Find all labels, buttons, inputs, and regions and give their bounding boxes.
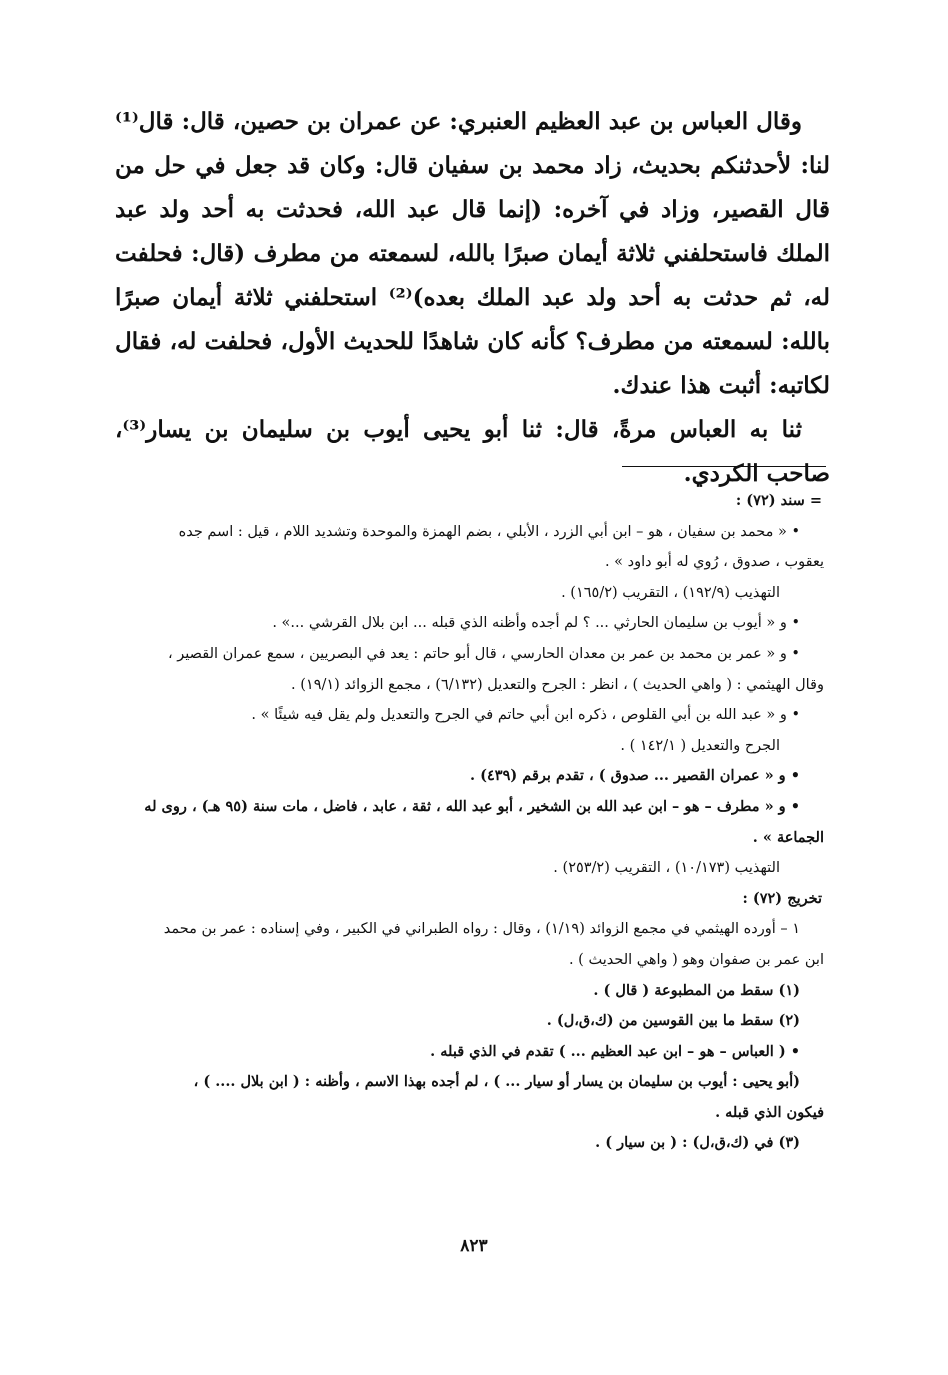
footnote-line: الجرح والتعديل ( ١٤٢/١ ) . (620, 737, 780, 754)
main-paragraph: وقال العباس بن عبد العظيم العنبري: عن عمران بن حصين، قال: قال⁽¹⁾ لنا: لأحدثنكم بحديث، زاد محمد بن سفيان قال: وكان قد جعل في حل من قال القصير، وزاد في آخره: (إنما قال عبد الله، فحدثت به أحد ولد عبد الملك فاستحلفني ثلاثة أيمان صبرًا بالله، لسمعته من مطرف (قال: فحلفت له، ثم حدثت به أحد ولد عبد الملك بعده)⁽²⁾ استحلفني ثلاثة أيمان صبرًا بالله: لسمعته من مطرف؟ كأنه كان شاهدًا للحديث الأول، فحلفت له، فقال لكاتبه: أثبت هذا عندك. (115, 108, 830, 399)
footnote-line: فيكون الذي قبله . (715, 1103, 824, 1121)
footnotes (114, 486, 824, 1159)
page-number: ٨٢٣ (460, 1236, 488, 1256)
takhrij-heading: تخريج (٧٢) : (742, 889, 822, 907)
footnote-line: (أبو يحيى : أيوب بن سليمان بن يسار أو سيار ... ) ، لم أجده بهذا الاسم ، وأظنه : ( ابن بلال .... ) ، (193, 1073, 800, 1091)
footnote-line: • و « عمران القصير ... صدوق ) ، تقدم برقم (٤٣٩) . (470, 767, 800, 785)
footnote-line: وقال الهيثمي : ( واهي الحديث ) ، انظر : الجرح والتعديل (٦/١٣٢) ، مجمع الزوائد (١٩/١) . (291, 676, 824, 693)
footnote-line: • و « أيوب بن سليمان الحارثي ... ؟ لم أجده وأظنه الذي قبله ... ابن بلال القرشي ...» . (272, 615, 800, 632)
footnote-line: • « محمد بن سفيان ، هو – ابن أبي الزرد ، الأبلي ، بضم الهمزة والموحدة وتشديد اللام ، قيل : اسم جده (178, 523, 800, 540)
main-paragraph: ثنا به العباس مرةً، قال: ثنا أبو يحيى أيوب بن سليمان بن يسار⁽³⁾، صاحب الكردي. (115, 416, 830, 487)
footnote-line: • ( العباس – هو – ابن عبد العظيم ... ) تقدم في الذي قبله . (430, 1042, 800, 1060)
footnote-line: (٣) في (ك،ق،ل) : ( بن سيار ) . (595, 1134, 800, 1152)
main-text (115, 100, 830, 496)
footnote-line: • و « عمر بن محمد بن عمر بن معدان الحارسي ، قال أبو حاتم : يعد في البصريين ، سمع عمران القصير ، (168, 645, 800, 662)
footnote-separator (622, 466, 826, 467)
footnote-line: (٢) سقط ما بين القوسين من (ك،ق،ل) . (546, 1012, 800, 1030)
footnote-line: التهذيب (١٠/١٧٣) ، التقريب (٢٥٣/٢) . (553, 860, 780, 877)
footnote-line: ابن عمر بن صفوان وهو ( واهي الحديث ) . (568, 951, 824, 968)
footnote-line: ١ – أورده الهيثمي في مجمع الزوائد (١/١٩) ، وقال : رواه الطبراني في الكبير ، وفي إسناده : عمر بن محمد (163, 921, 800, 938)
footnote-line: يعقوب ، صدوق ، رُوي له أبو داود » . (604, 554, 824, 571)
footnote-heading: = سند (٧٢) : (735, 492, 822, 509)
footnote-line: التهذيب (١٩٢/٩) ، التقريب (١٦٥/٢) . (561, 584, 780, 601)
footnote-line: • و « مطرف – هو – ابن عبد الله بن الشخير ، أبو عبد الله ، ثقة ، عابد ، فاضل ، مات سنة (٩٥ هـ) ، روى له (144, 797, 800, 815)
footnote-line: الجماعة » . (752, 828, 824, 846)
footnote-line: • و « عبد الله بن أبي القلوص ، ذكره ابن أبي حاتم في الجرح والتعديل ولم يقل فيه شيئًا » . (251, 707, 800, 724)
footnote-line: (١) سقط من المطبوعة ( قال ) . (593, 981, 800, 999)
